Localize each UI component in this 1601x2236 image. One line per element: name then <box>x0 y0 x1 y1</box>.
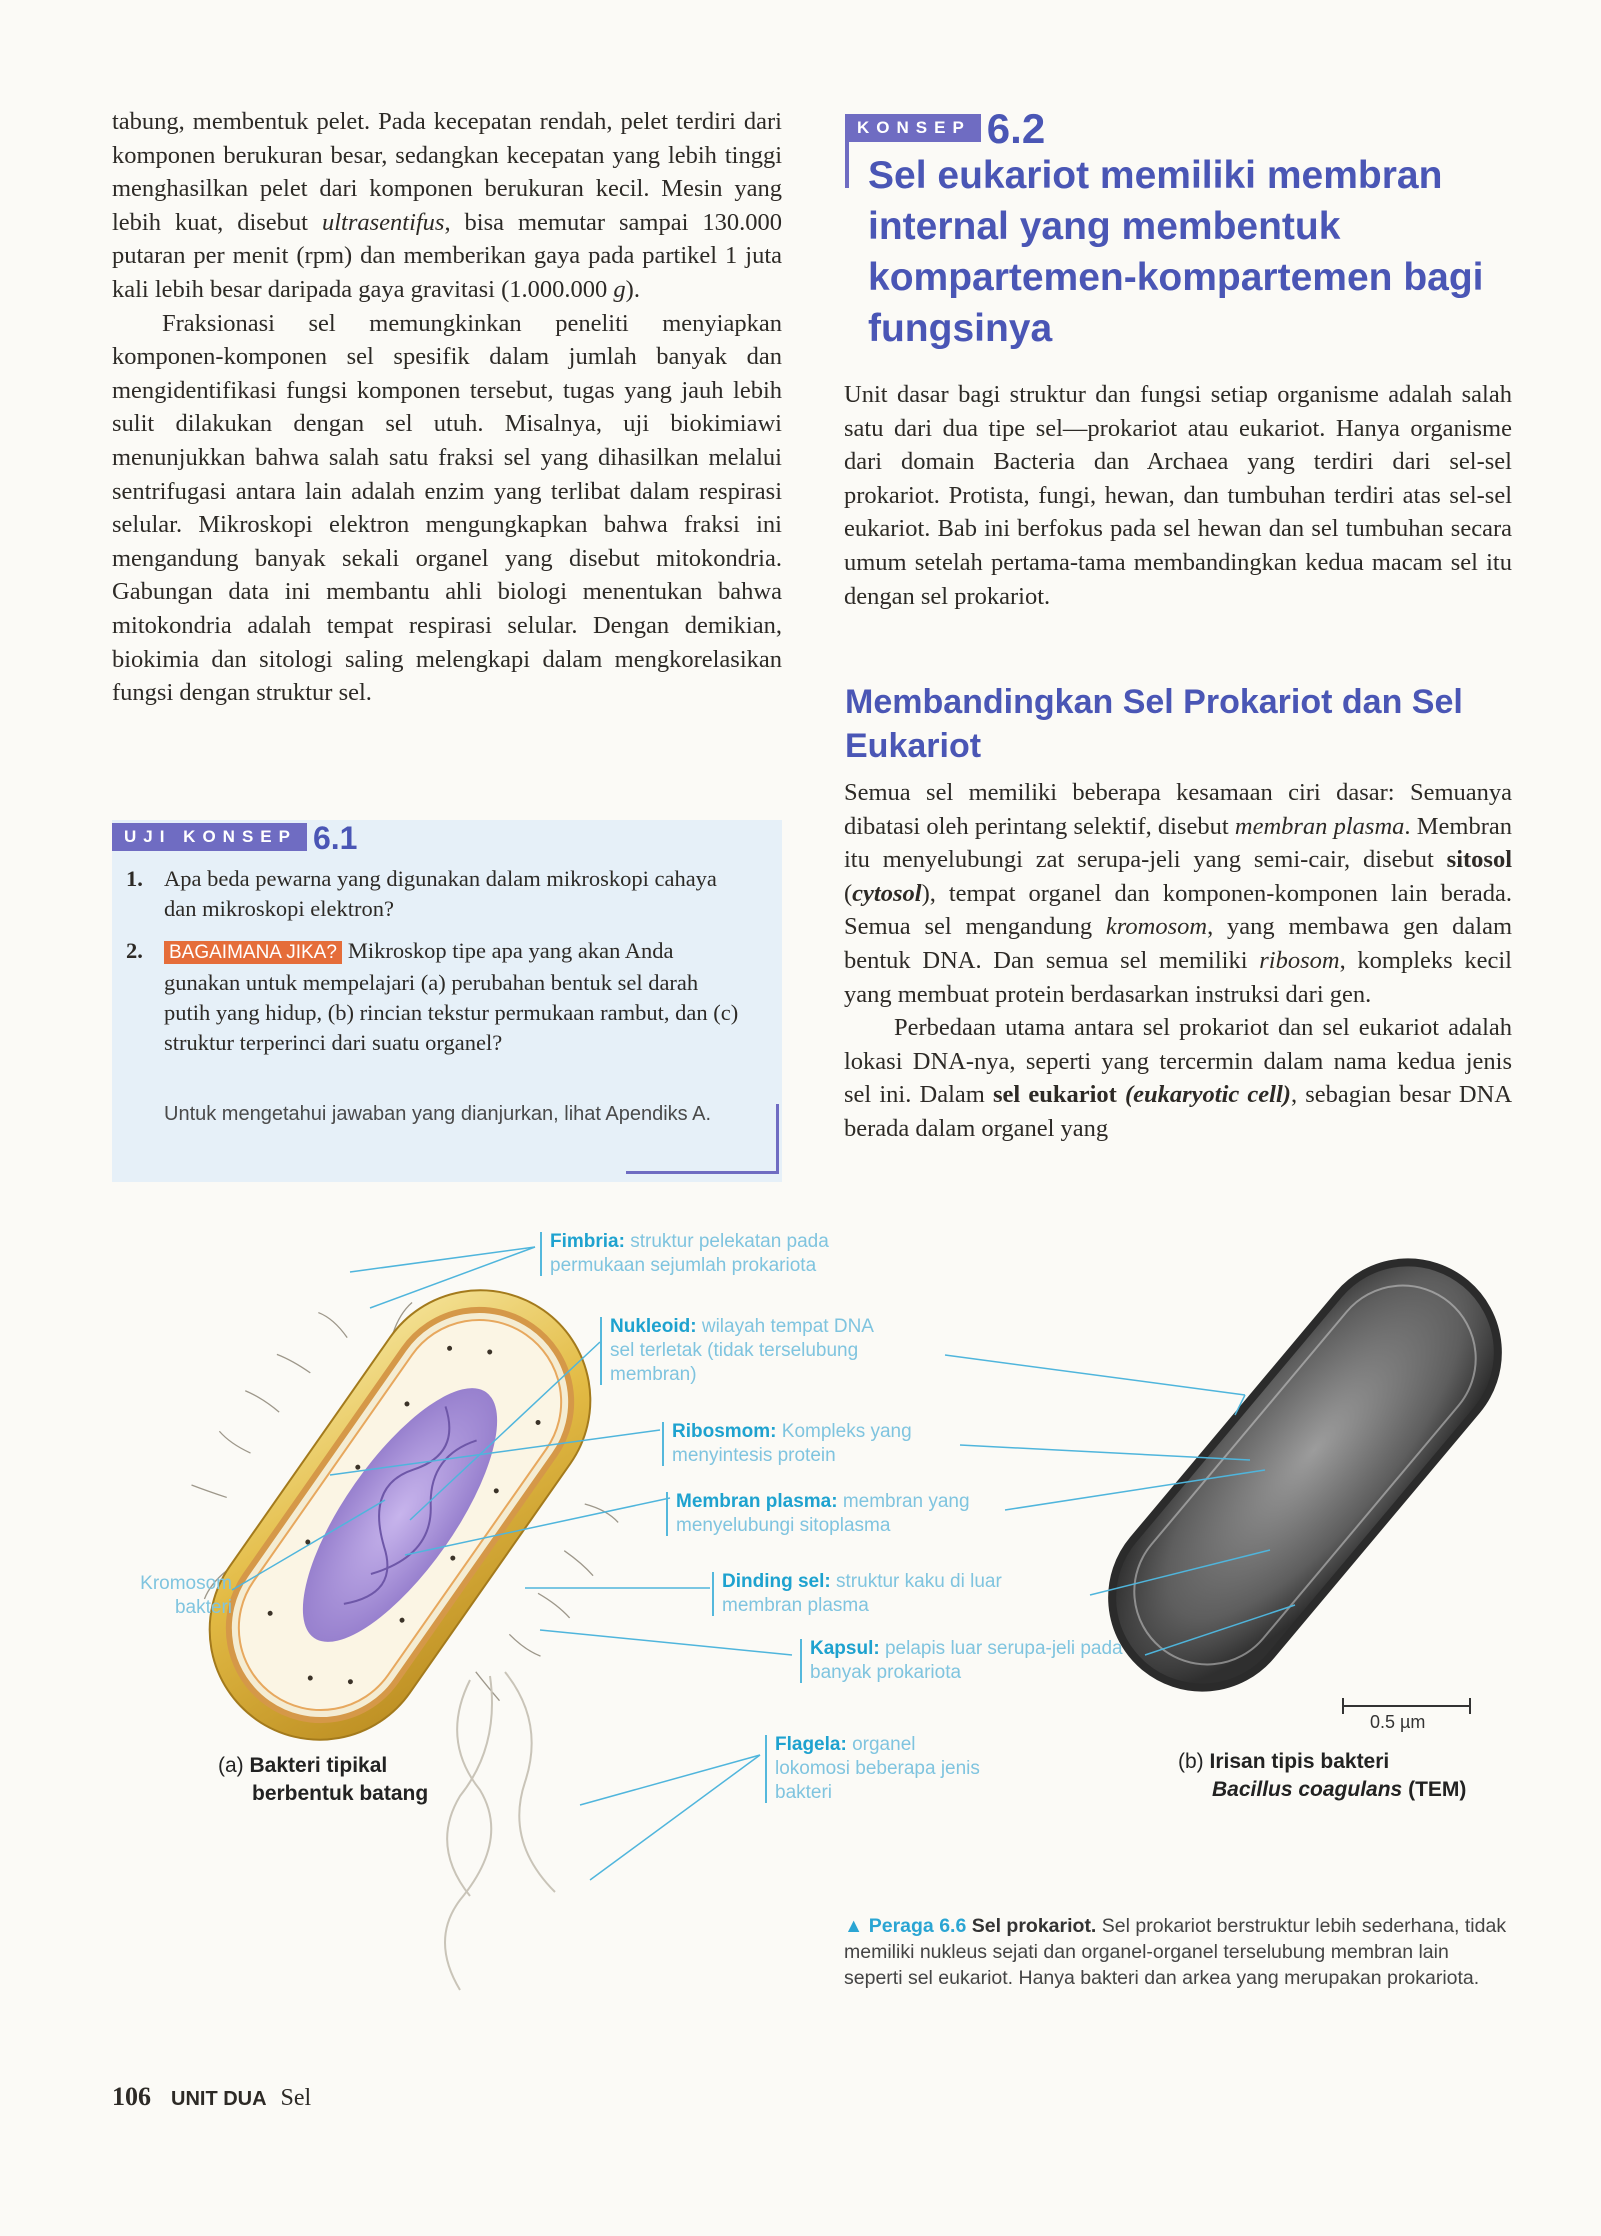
box-corner-rule <box>626 1171 779 1174</box>
question-1: 1. Apa beda pewarna yang digunakan dalam mikroskopi cahaya dan mikroskopi elektron? <box>126 866 717 921</box>
right-body <box>844 776 1512 1146</box>
callout-flagela: Flagela: organel lokomosi beberapa jenis bakteri <box>775 1733 985 1805</box>
callout-fimbria: Fimbria: struktur pelekatan pada permukaan sejumlah prokariota <box>550 1230 890 1278</box>
uji-konsep-number: 6.1 <box>312 820 358 856</box>
callout-nukleoid: Nukleoid: wilayah tempat DNA sel terletak (tidak terselubung membran) <box>610 1315 890 1387</box>
callout-ribosom: Ribosmom: Kompleks yang menyintesis protein <box>672 1420 967 1468</box>
callout-kapsul: Kapsul: pelapis luar serupa-jeli pada banyak prokariota <box>810 1637 1140 1685</box>
right-intro-paragraph: Unit dasar bagi struktur dan fungsi setiap organisme adalah salah satu dari dua tipe sel—prokariot atau eukariot. Hanya organisme dari domain Bacteria dan Archaea yang terdiri dari sel-sel prokariot. Protista, fungi, hewan, dan tumbuhan terdiri atas sel-sel eukariot. Bab ini berfokus pada sel hewan dan sel tumbuhan secara umum setelah pertama-tama membandingkan kedua macam sel itu dengan sel prokariot. <box>844 381 1512 610</box>
section-heading: Membandingkan Sel Prokariot dan Sel Eukariot <box>845 683 1463 765</box>
left-column <box>112 105 782 710</box>
page-number: 106 <box>112 2082 151 2111</box>
uji-konsep-note: Untuk mengetahui jawaban yang dianjurkan, lihat Apendiks A. <box>164 1103 712 1125</box>
footer-section: Sel <box>280 2085 312 2111</box>
question-2: 2. BAGAIMANA JIKA? Mikroskop tipe apa yang akan Anda gunakan untuk mempelajari (a) perubahan bentuk sel darah putih yang hidup, (b) rincian tekstur permukaan rambut, dan (c) struktur terperinci dari suatu organel? <box>126 938 739 1055</box>
uji-konsep-header <box>112 820 357 857</box>
scale-bar-label: 0.5 µm <box>1370 1712 1426 1732</box>
callout-dinding-sel: Dinding sel: struktur kaku di luar membran plasma <box>722 1570 1087 1618</box>
footer-unit: UNIT DUA <box>171 2088 267 2110</box>
page-footer <box>112 2082 311 2112</box>
tem-micrograph <box>1075 1226 1534 1725</box>
bagaimana-jika-badge: BAGAIMANA JIKA? <box>164 941 342 964</box>
triangle-icon: ▲ <box>844 1915 864 1937</box>
panel-a-caption: (a) Bakteri tipikal berbentuk batang <box>218 1754 429 1805</box>
left-paragraph-1: tabung, membentuk pelet. Pada kecepatan rendah, pelet terdiri dari komponen berukuran besar, sedangkan kecepatan yang lebih tinggi menghasilkan pelet dari komponen berukuran kecil. Mesin yang lebih kuat, disebut ultrasentifus, bisa memutar sampai 130.000 putaran per menit (rpm) dan memberikan gaya pada partikel 1 juta kali lebih besar daripada gaya gravitasi (1.000.000 g). <box>112 108 782 303</box>
flagella <box>445 1672 555 1990</box>
konsep-header <box>845 105 1525 153</box>
panel-b-caption: (b) Irisan tipis bakteri Bacillus coagulans (TEM) <box>1178 1750 1467 1801</box>
right-paragraph-3: Perbedaan utama antara sel prokariot dan sel eukariot adalah lokasi DNA-nya, seperti yang tercermin dalam nama kedua jenis sel ini. Dalam sel eukariot (eukaryotic cell), sebagian besar DNA berada dalam organel yang <box>844 1014 1513 1142</box>
konsep-number: 6.2 <box>986 105 1046 152</box>
left-paragraph-2: Fraksionasi sel memungkinkan peneliti menyiapkan komponen-komponen sel spesifik dalam jumlah banyak dan mengidentifikasi fungsi komponen tersebut, tugas yang jauh lebih sulit dilakukan dengan sel utuh. Misalnya, uji biokimiawi menunjukkan bahwa salah satu fraksi sel yang dihasilkan melalui sentrifugasi antara lain adalah enzim yang terlibat dalam respirasi selular. Mikroskopi elektron mengungkapkan bahwa fraksi ini mengandung banyak sekali organel yang disebut mitokondria. Gabungan data ini membantu ahli biologi menentukan bahwa mitokondria adalah tempat respirasi selular. Dengan demikian, biokimia dan sitologi saling melengkapi dalam mengkorelasikan fungsi dengan struktur sel. <box>112 309 782 707</box>
callout-membran-plasma: Membran plasma: membran yang menyelubungi sitoplasma <box>676 1490 996 1538</box>
uji-konsep-questions <box>122 864 742 1070</box>
konsep-kicker: KONSEP <box>845 114 981 142</box>
callout-kromosom-bakteri: Kromosom bakteri <box>140 1573 232 1618</box>
figure-caption: ▲ Peraga 6.6 Sel prokariot. Sel prokariot berstruktur lebih sederhana, tidak memiliki nukleus sejati dan organel-organel terselubung membran lain seperti sel eukariot. Hanya bakteri dan arkea yang merupakan prokariota. <box>844 1915 1507 1989</box>
konsep-title: Sel eukariot memiliki membran internal yang membentuk kompartemen-kompartemen bagi fungsinya <box>868 154 1484 350</box>
bacterium-illustration <box>134 1224 667 1806</box>
box-corner-rule <box>776 1104 779 1174</box>
right-paragraph-2: Semua sel memiliki beberapa kesamaan ciri dasar: Semuanya dibatasi oleh perintang selektif, disebut membran plasma. Membran itu menyelubungi zat serupa-jeli yang semi-cair, disebut sitosol (cytosol), tempat organel dan komponen-komponen lain berada. Semua sel mengandung kromosom, yang membawa gen dalam bentuk DNA. Dan semua sel memiliki ribosom, kompleks kecil yang membuat protein berdasarkan instruksi dari gen. <box>844 779 1513 1008</box>
uji-konsep-kicker: UJI KONSEP <box>112 823 307 851</box>
